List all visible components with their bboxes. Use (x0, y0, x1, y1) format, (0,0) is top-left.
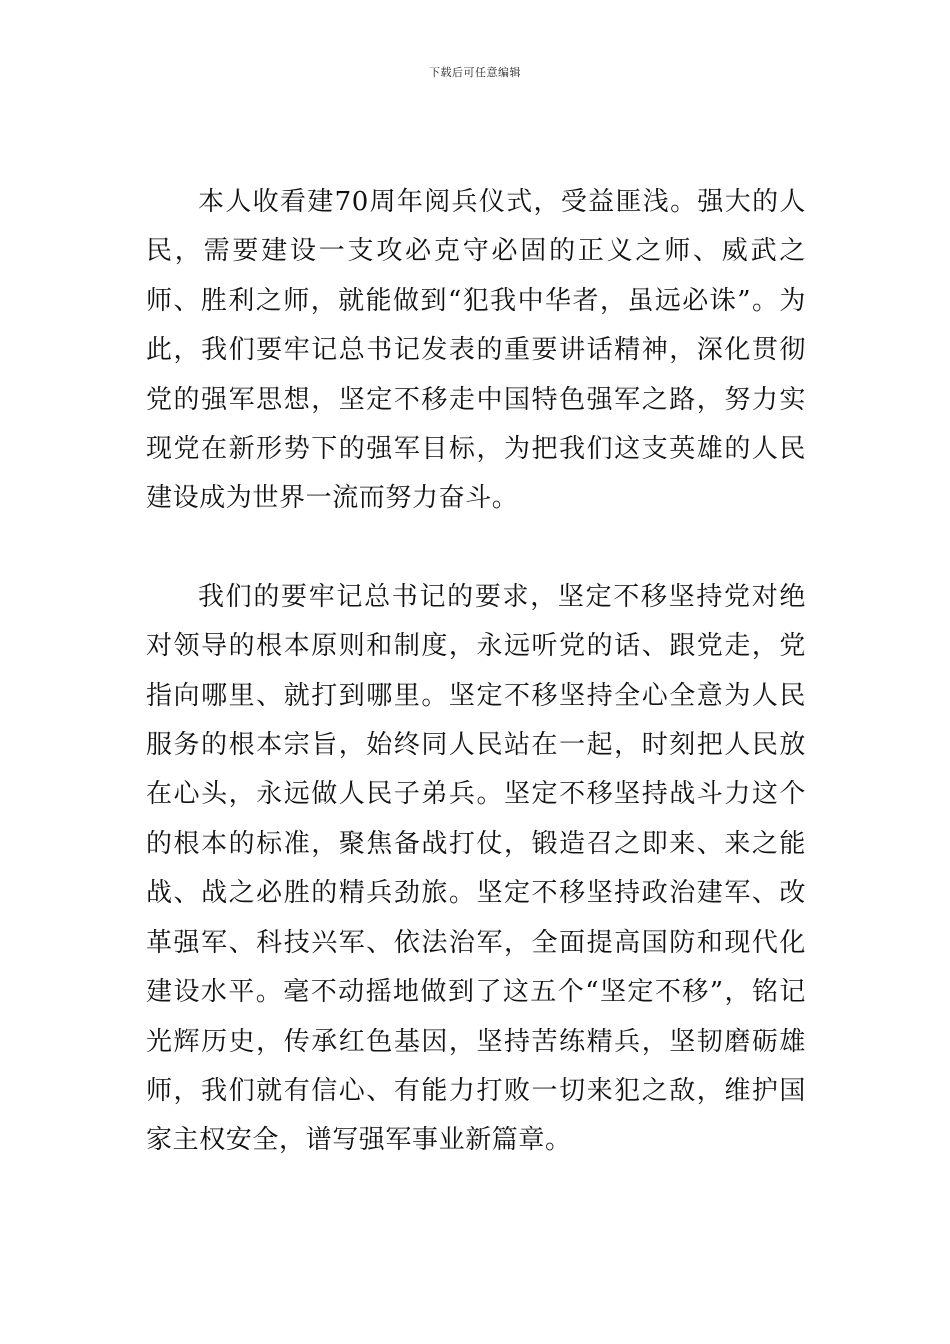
body-paragraph-2: 我们的要牢记总书记的要求，坚定不移坚持党对绝对领导的根本原则和制度，永远听党的话、跟党走，党指向哪里、就打到哪里。坚定不移坚持全心全意为人民服务的根本宗旨，始终同人民站在一起，时刻把人民放在心头，永远做人民子弟兵。坚定不移坚持战斗力这个的根本的标准，聚焦备战打仗，锻造召之即来、来之能战、战之必胜的精兵劲旅。坚定不移坚持政治建军、改革强军、科技兴军、依法治军，全面提高国防和现代化建设水平。毫不动摇地做到了这五个“坚定不移”，铭记光辉历史，传承红色基因，坚持苦练精兵，坚韧磨砺雄师，我们就有信心、有能力打败一切来犯之敌，维护国家主权安全，谱写强军事业新篇章。 (146, 581, 806, 1156)
body-paragraph-1: 本人收看建70周年阅兵仪式，受益匪浅。强大的人民，需要建设一支攻必克守必固的正义之师、威武之师、胜利之师，就能做到“犯我中华者，虽远必诛”。为此，我们要牢记总书记发表的重要讲话精神，深化贯彻党的强军思想，坚定不移走中国特色强军之路，努力实现党在新形势下的强军目标，为把我们这支英雄的人民建设成为世界一流而努力奋斗。 (146, 187, 806, 514)
document-body (146, 178, 806, 1166)
page-header-note: 下载后可任意编辑 (429, 66, 521, 79)
